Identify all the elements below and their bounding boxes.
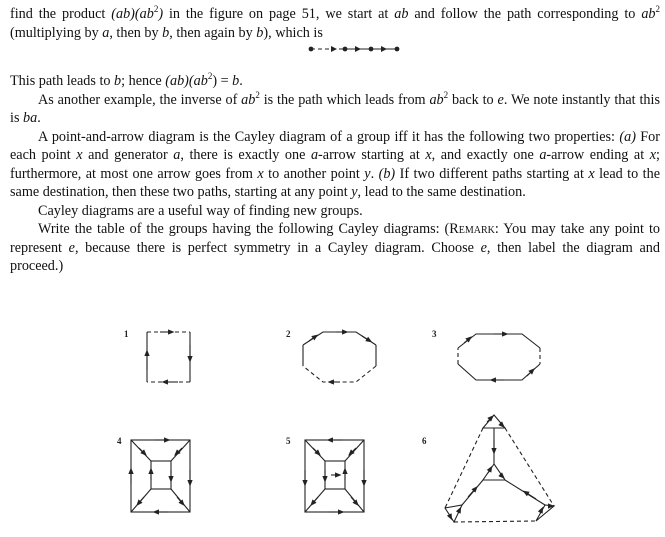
text-run: For each point <box>10 128 660 163</box>
text-run: lead to the same destination, then these two paths, starting at any point <box>10 165 660 200</box>
math-symbol: x <box>588 165 595 182</box>
cayley-diagram-6 <box>422 415 554 522</box>
text-run: back to <box>448 91 498 108</box>
text-run: . <box>37 110 41 126</box>
exponent: 2 <box>153 4 159 14</box>
item-marker: (a) <box>619 128 636 145</box>
text-run: , there is exactly one <box>180 147 311 163</box>
text-run: : You may take any point to represent <box>10 221 660 256</box>
text-run: ) = <box>212 73 233 89</box>
text-run: . We note instantly that this is <box>10 91 660 126</box>
text-run: , and exactly one <box>431 147 540 163</box>
text-run: ), which is <box>263 24 323 41</box>
text-run: ; furthermore, at most one arrow goes from <box>10 147 660 182</box>
cayley-diagram-2 <box>286 329 376 382</box>
text-run: A point-and-arrow diagram is the Cayley diagram of a group iff it has the following two properties: <box>38 128 620 145</box>
text-run: in the figure on page 51, we start at <box>163 6 395 22</box>
cayley-diagram-4 <box>117 436 190 512</box>
math-symbol: e <box>68 239 75 256</box>
text-run: (multiplying by <box>10 24 103 41</box>
text-run: and generator <box>82 147 174 163</box>
diagram-number: 1 <box>124 329 129 339</box>
math-symbol: a <box>310 147 319 163</box>
math-expression: (ab)(ab <box>165 73 208 89</box>
math-symbol: a <box>173 147 181 163</box>
text-run: -arrow ending at <box>546 147 650 163</box>
cayley-diagram-3 <box>432 329 540 380</box>
diagram-number: 3 <box>432 329 437 339</box>
text-run: , then label the diagram and proceed.) <box>10 239 660 274</box>
exponent: 2 <box>655 4 661 14</box>
exponent: 2 <box>443 89 449 100</box>
math-symbol: e <box>497 91 504 108</box>
math-symbol: e <box>480 239 487 256</box>
text-run: , lead to the same destination. <box>357 184 526 200</box>
math-symbol: x <box>649 147 657 163</box>
diagram-number: 2 <box>286 329 291 339</box>
math-symbol: x <box>257 165 264 182</box>
text-run: , because there is perfect symmetry in a Cayley diagram. Choose <box>74 239 481 256</box>
math-symbol: x <box>76 147 83 163</box>
text-run: Write the table of the groups having the following Cayley diagrams: ( <box>38 221 450 237</box>
text-run: is the path which leads from <box>259 91 430 108</box>
math-expression: ) <box>158 6 164 22</box>
text-run: If two different paths starting at <box>395 165 589 182</box>
math-symbol: a <box>539 147 547 163</box>
math-expression: (ab)(ab <box>111 6 154 22</box>
text-run: and follow the path corresponding to <box>408 6 636 22</box>
text-run: This path leads to <box>10 73 115 89</box>
text-run: . <box>239 73 243 89</box>
math-symbol: a <box>102 24 110 41</box>
diagram-number: 6 <box>422 436 427 446</box>
text-run: to another point <box>263 165 365 182</box>
exponent: 2 <box>255 89 260 100</box>
diagram-number: 4 <box>117 436 122 446</box>
math-expression: ab <box>394 6 409 22</box>
math-symbol: b <box>114 73 122 89</box>
text-run: Cayley diagrams are a useful way of finding new groups. <box>38 202 363 219</box>
math-symbol: y <box>364 165 371 182</box>
text-run: . <box>370 165 379 182</box>
text-run: -arrow starting at <box>318 147 426 163</box>
math-symbol: b <box>162 24 170 41</box>
text-run: , then by <box>109 24 163 41</box>
cayley-diagram-1 <box>124 329 190 382</box>
text-run: ; hence <box>121 73 166 89</box>
remark-label: Remark <box>449 221 495 237</box>
math-symbol: b <box>232 73 240 89</box>
math-expression: ab <box>241 91 256 108</box>
math-expression: ba <box>23 110 38 126</box>
math-symbol: x <box>425 147 432 163</box>
diagram-number: 5 <box>286 436 291 446</box>
text-run: As another example, the inverse of <box>38 91 242 108</box>
exponent: 2 <box>207 71 213 81</box>
math-symbol: y <box>351 184 358 200</box>
math-symbol: b <box>256 24 264 41</box>
text-run: find the product <box>10 6 112 22</box>
cayley-diagram-5 <box>286 436 364 512</box>
text-run: , then again by <box>169 24 257 41</box>
math-expression: ab <box>641 6 656 22</box>
math-expression: ab <box>429 91 444 108</box>
item-marker: (b) <box>378 165 396 182</box>
